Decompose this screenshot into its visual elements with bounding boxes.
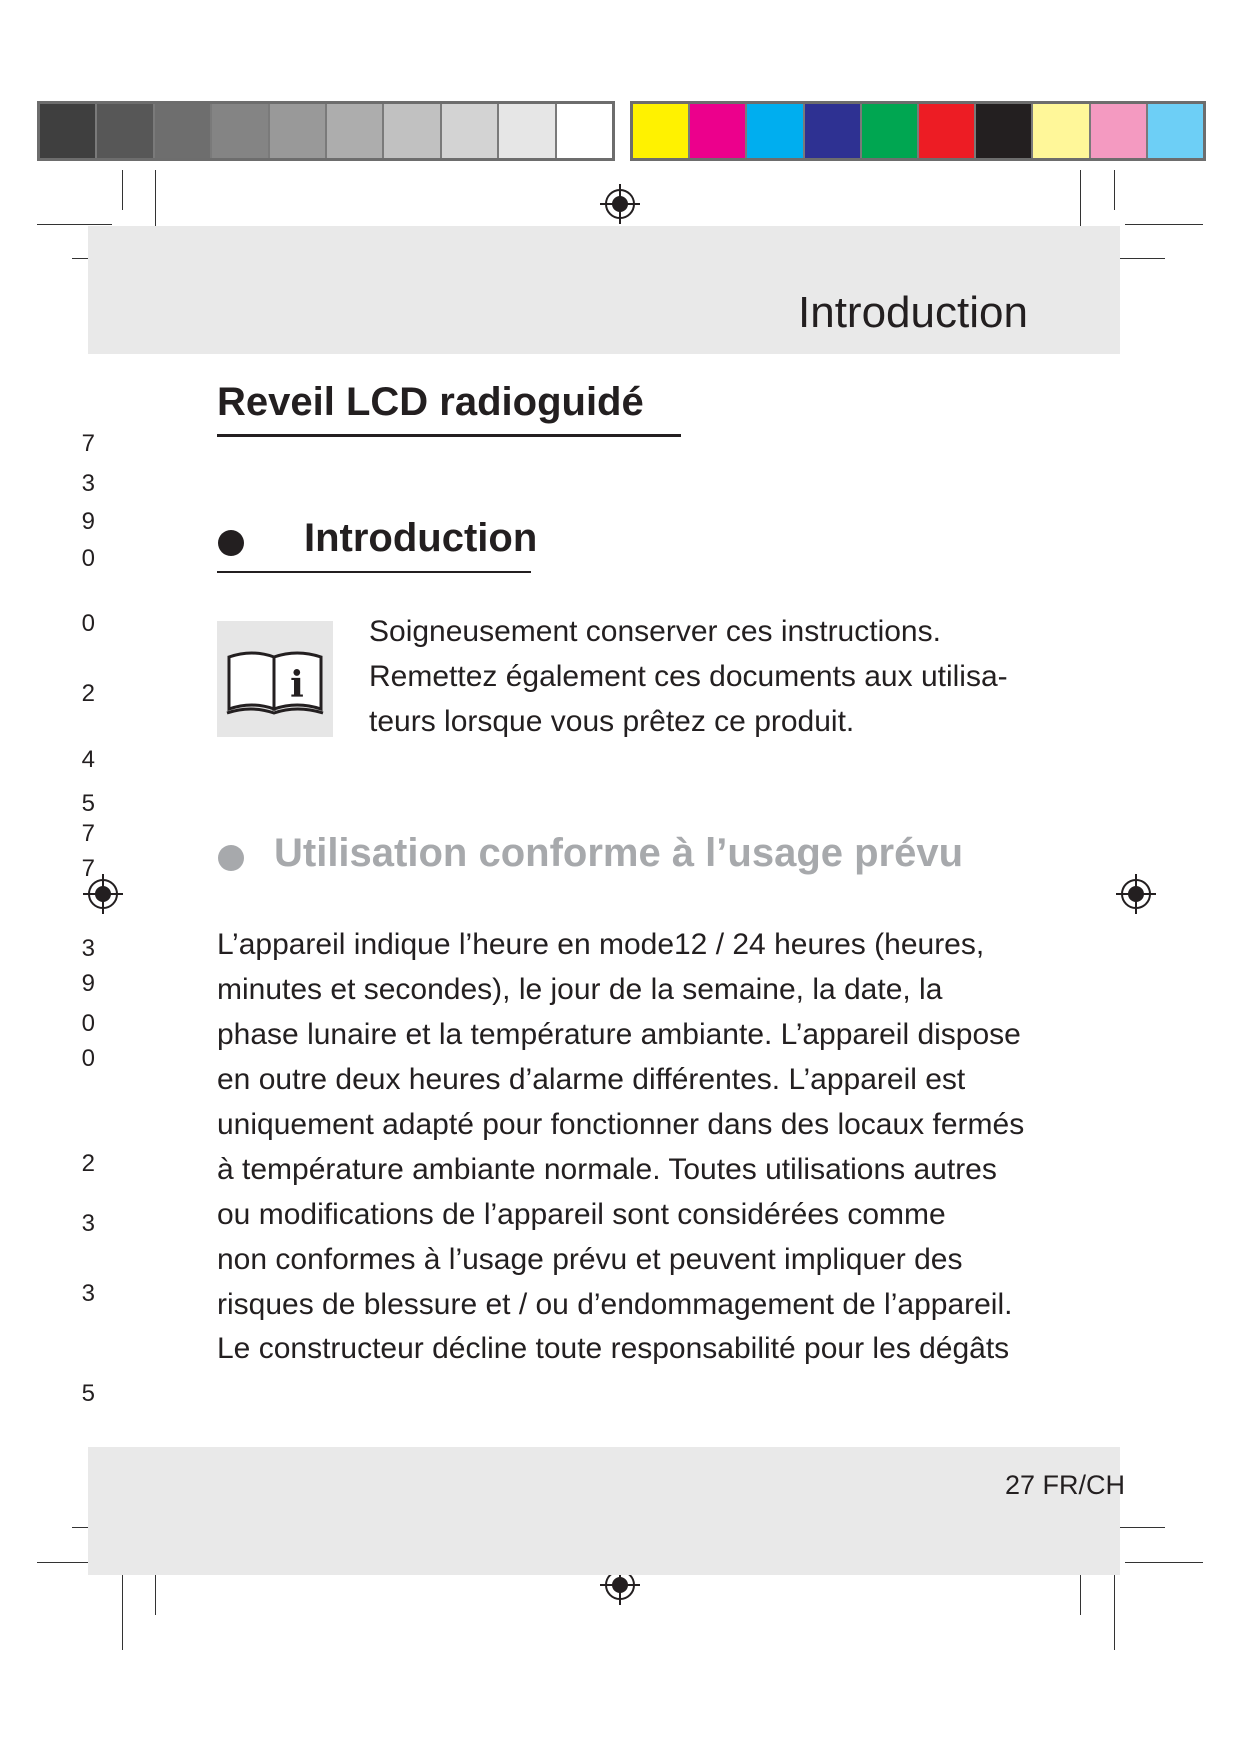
body-line: risques de blessure et / ou d’endommagement de l’appareil. — [217, 1288, 1013, 1321]
margin-glyph: 0 — [81, 545, 95, 572]
margin-glyph: 7 — [81, 430, 95, 457]
margin-glyph: 3 — [81, 935, 95, 962]
gray-swatch — [270, 104, 327, 158]
grayscale-color-bar — [37, 101, 615, 161]
color-swatch — [690, 104, 747, 158]
margin-glyph: 4 — [81, 746, 95, 773]
intro-heading: Introduction — [304, 516, 538, 560]
gray-swatch — [384, 104, 441, 158]
svg-text:i: i — [290, 664, 304, 706]
body-line: à température ambiante normale. Toutes utilisations autres — [217, 1153, 997, 1186]
margin-glyph: 0 — [81, 610, 95, 637]
gray-swatch — [557, 104, 612, 158]
gray-swatch — [97, 104, 154, 158]
color-swatch — [1148, 104, 1203, 158]
color-swatch — [1091, 104, 1148, 158]
margin-glyph: 0 — [81, 1045, 95, 1072]
gray-swatch — [499, 104, 556, 158]
color-swatch — [919, 104, 976, 158]
body-line: Le constructeur décline toute responsabilité pour les dégâts — [217, 1332, 1010, 1365]
usage-heading: Utilisation conforme à l’usage prévu — [274, 831, 964, 875]
page-number: 27 FR/CH — [1005, 1470, 1126, 1500]
margin-glyph: 7 — [81, 855, 95, 882]
margin-glyph: 9 — [81, 508, 95, 535]
margin-glyph: 2 — [81, 1150, 95, 1177]
margin-glyph: 2 — [81, 680, 95, 707]
title-underline — [217, 434, 681, 437]
body-line: ou modifications de l’appareil sont considérées comme — [217, 1198, 946, 1231]
registration-mark-icon — [1116, 874, 1156, 914]
body-line: uniquement adapté pour fonctionner dans des locaux fermés — [217, 1108, 1025, 1141]
color-swatch — [805, 104, 862, 158]
gray-swatch — [442, 104, 499, 158]
body-line: en outre deux heures d’alarme différentes. L’appareil est — [217, 1063, 966, 1096]
gray-swatch — [327, 104, 384, 158]
gray-swatch — [40, 104, 97, 158]
color-swatch — [747, 104, 804, 158]
color-swatch — [633, 104, 690, 158]
intro-note-line: Remettez également ces documents aux utilisa- — [369, 660, 1008, 693]
section-bullet-icon — [218, 530, 244, 556]
intro-note-line: Soigneusement conserver ces instructions. — [369, 615, 941, 648]
color-swatch — [862, 104, 919, 158]
body-line: L’appareil indique l’heure en mode12 / 24 heures (heures, — [217, 928, 985, 961]
margin-glyph: 0 — [81, 1010, 95, 1037]
color-swatch — [976, 104, 1033, 158]
margin-glyph: 3 — [81, 1280, 95, 1307]
registration-mark-icon — [600, 184, 640, 224]
margin-glyph: 9 — [81, 970, 95, 997]
process-color-bar — [630, 101, 1206, 161]
footer-band — [88, 1447, 1120, 1575]
body-line: minutes et secondes), le jour de la semaine, la date, la — [217, 973, 943, 1006]
section-bullet-icon — [218, 845, 244, 871]
info-book-icon — [217, 621, 333, 737]
intro-underline — [217, 571, 531, 573]
gray-swatch — [212, 104, 269, 158]
gray-swatch — [155, 104, 212, 158]
margin-glyph: 5 — [81, 1380, 95, 1407]
margin-glyph: 5 — [81, 790, 95, 817]
intro-note-line: teurs lorsque vous prêtez ce produit. — [369, 705, 855, 738]
body-line: non conformes à l’usage prévu et peuvent impliquer des — [217, 1243, 963, 1276]
margin-glyph: 3 — [81, 1210, 95, 1237]
document-title: Reveil LCD radioguidé — [217, 380, 644, 424]
margin-glyph: 3 — [81, 470, 95, 497]
header-section-title: Introduction — [798, 288, 1028, 337]
color-swatch — [1033, 104, 1090, 158]
body-line: phase lunaire et la température ambiante. L’appareil dispose — [217, 1018, 1021, 1051]
margin-glyph: 7 — [81, 820, 95, 847]
